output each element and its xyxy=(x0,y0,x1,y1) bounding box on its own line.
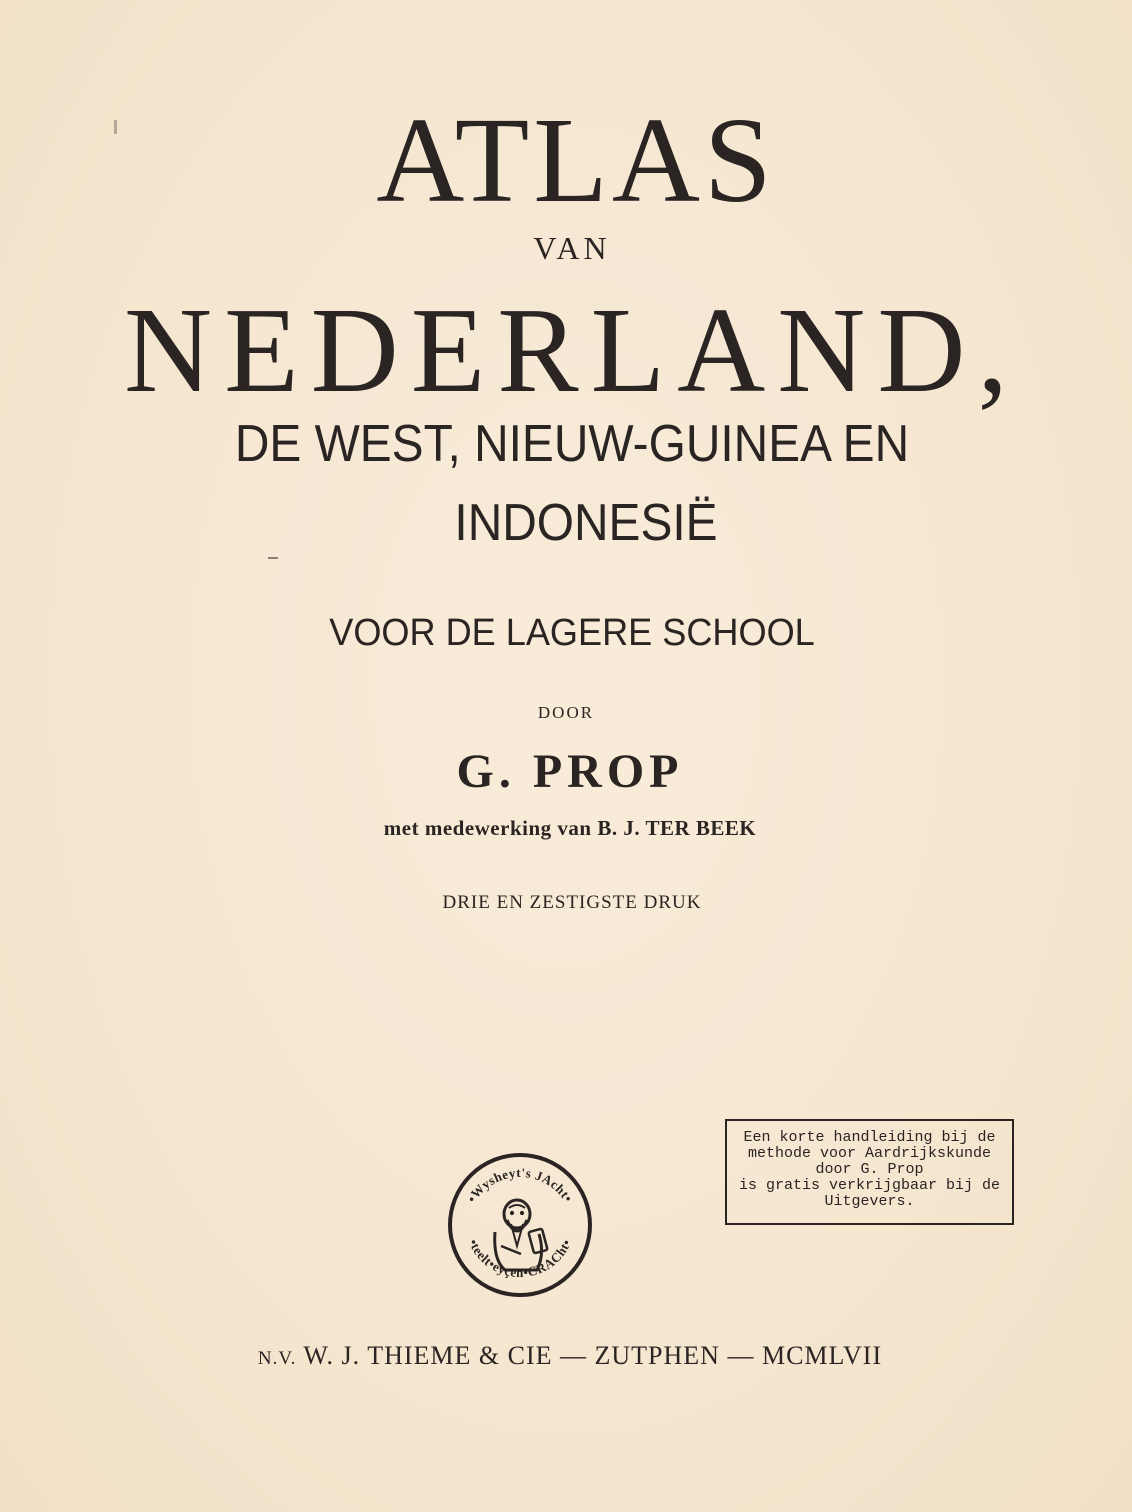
notice-line: door G. Prop xyxy=(815,1161,924,1178)
title-subtitle-line1: DE WEST, NIEUW-GUINEA EN xyxy=(234,415,910,473)
stray-mark xyxy=(268,557,278,559)
book-title: ATLAS xyxy=(376,93,776,228)
audience-line: VOOR DE LAGERE SCHOOL xyxy=(329,612,815,654)
svg-text:•teelt•eyçen•CRACht•: •teelt•eyçen•CRACht• xyxy=(465,1236,575,1280)
title-connector: VAN xyxy=(533,230,611,266)
svg-text:•Wysheyt's JAcht•: •Wysheyt's JAcht• xyxy=(463,1164,577,1206)
margin-mark xyxy=(114,120,117,134)
title-country: NEDERLAND, xyxy=(124,283,1020,418)
publisher-line xyxy=(4,1343,1132,1369)
notice-box xyxy=(725,1119,1014,1225)
publisher-name: W. J. THIEME & CIE — ZUTPHEN — MCMLVII xyxy=(303,1341,883,1370)
by-label: DOOR xyxy=(537,703,595,722)
title-subtitle-line2: INDONESIË xyxy=(454,494,718,552)
notice-line: is gratis verkrijgbaar bij de xyxy=(738,1177,1001,1194)
edition-line: DRIE EN ZESTIGSTE DRUK xyxy=(442,892,702,913)
publisher-seal-icon xyxy=(445,1150,595,1300)
collaboration-line: met medewerking van B. J. TER BEEK xyxy=(383,816,757,840)
author-name: G. PROP xyxy=(456,745,684,798)
notice-line: methode voor Aardrijkskunde xyxy=(747,1145,992,1162)
notice-line: Uitgevers. xyxy=(824,1193,915,1210)
notice-line: Een korte handleiding bij de xyxy=(743,1129,996,1146)
publisher-prefix: N.V. xyxy=(257,1348,297,1369)
